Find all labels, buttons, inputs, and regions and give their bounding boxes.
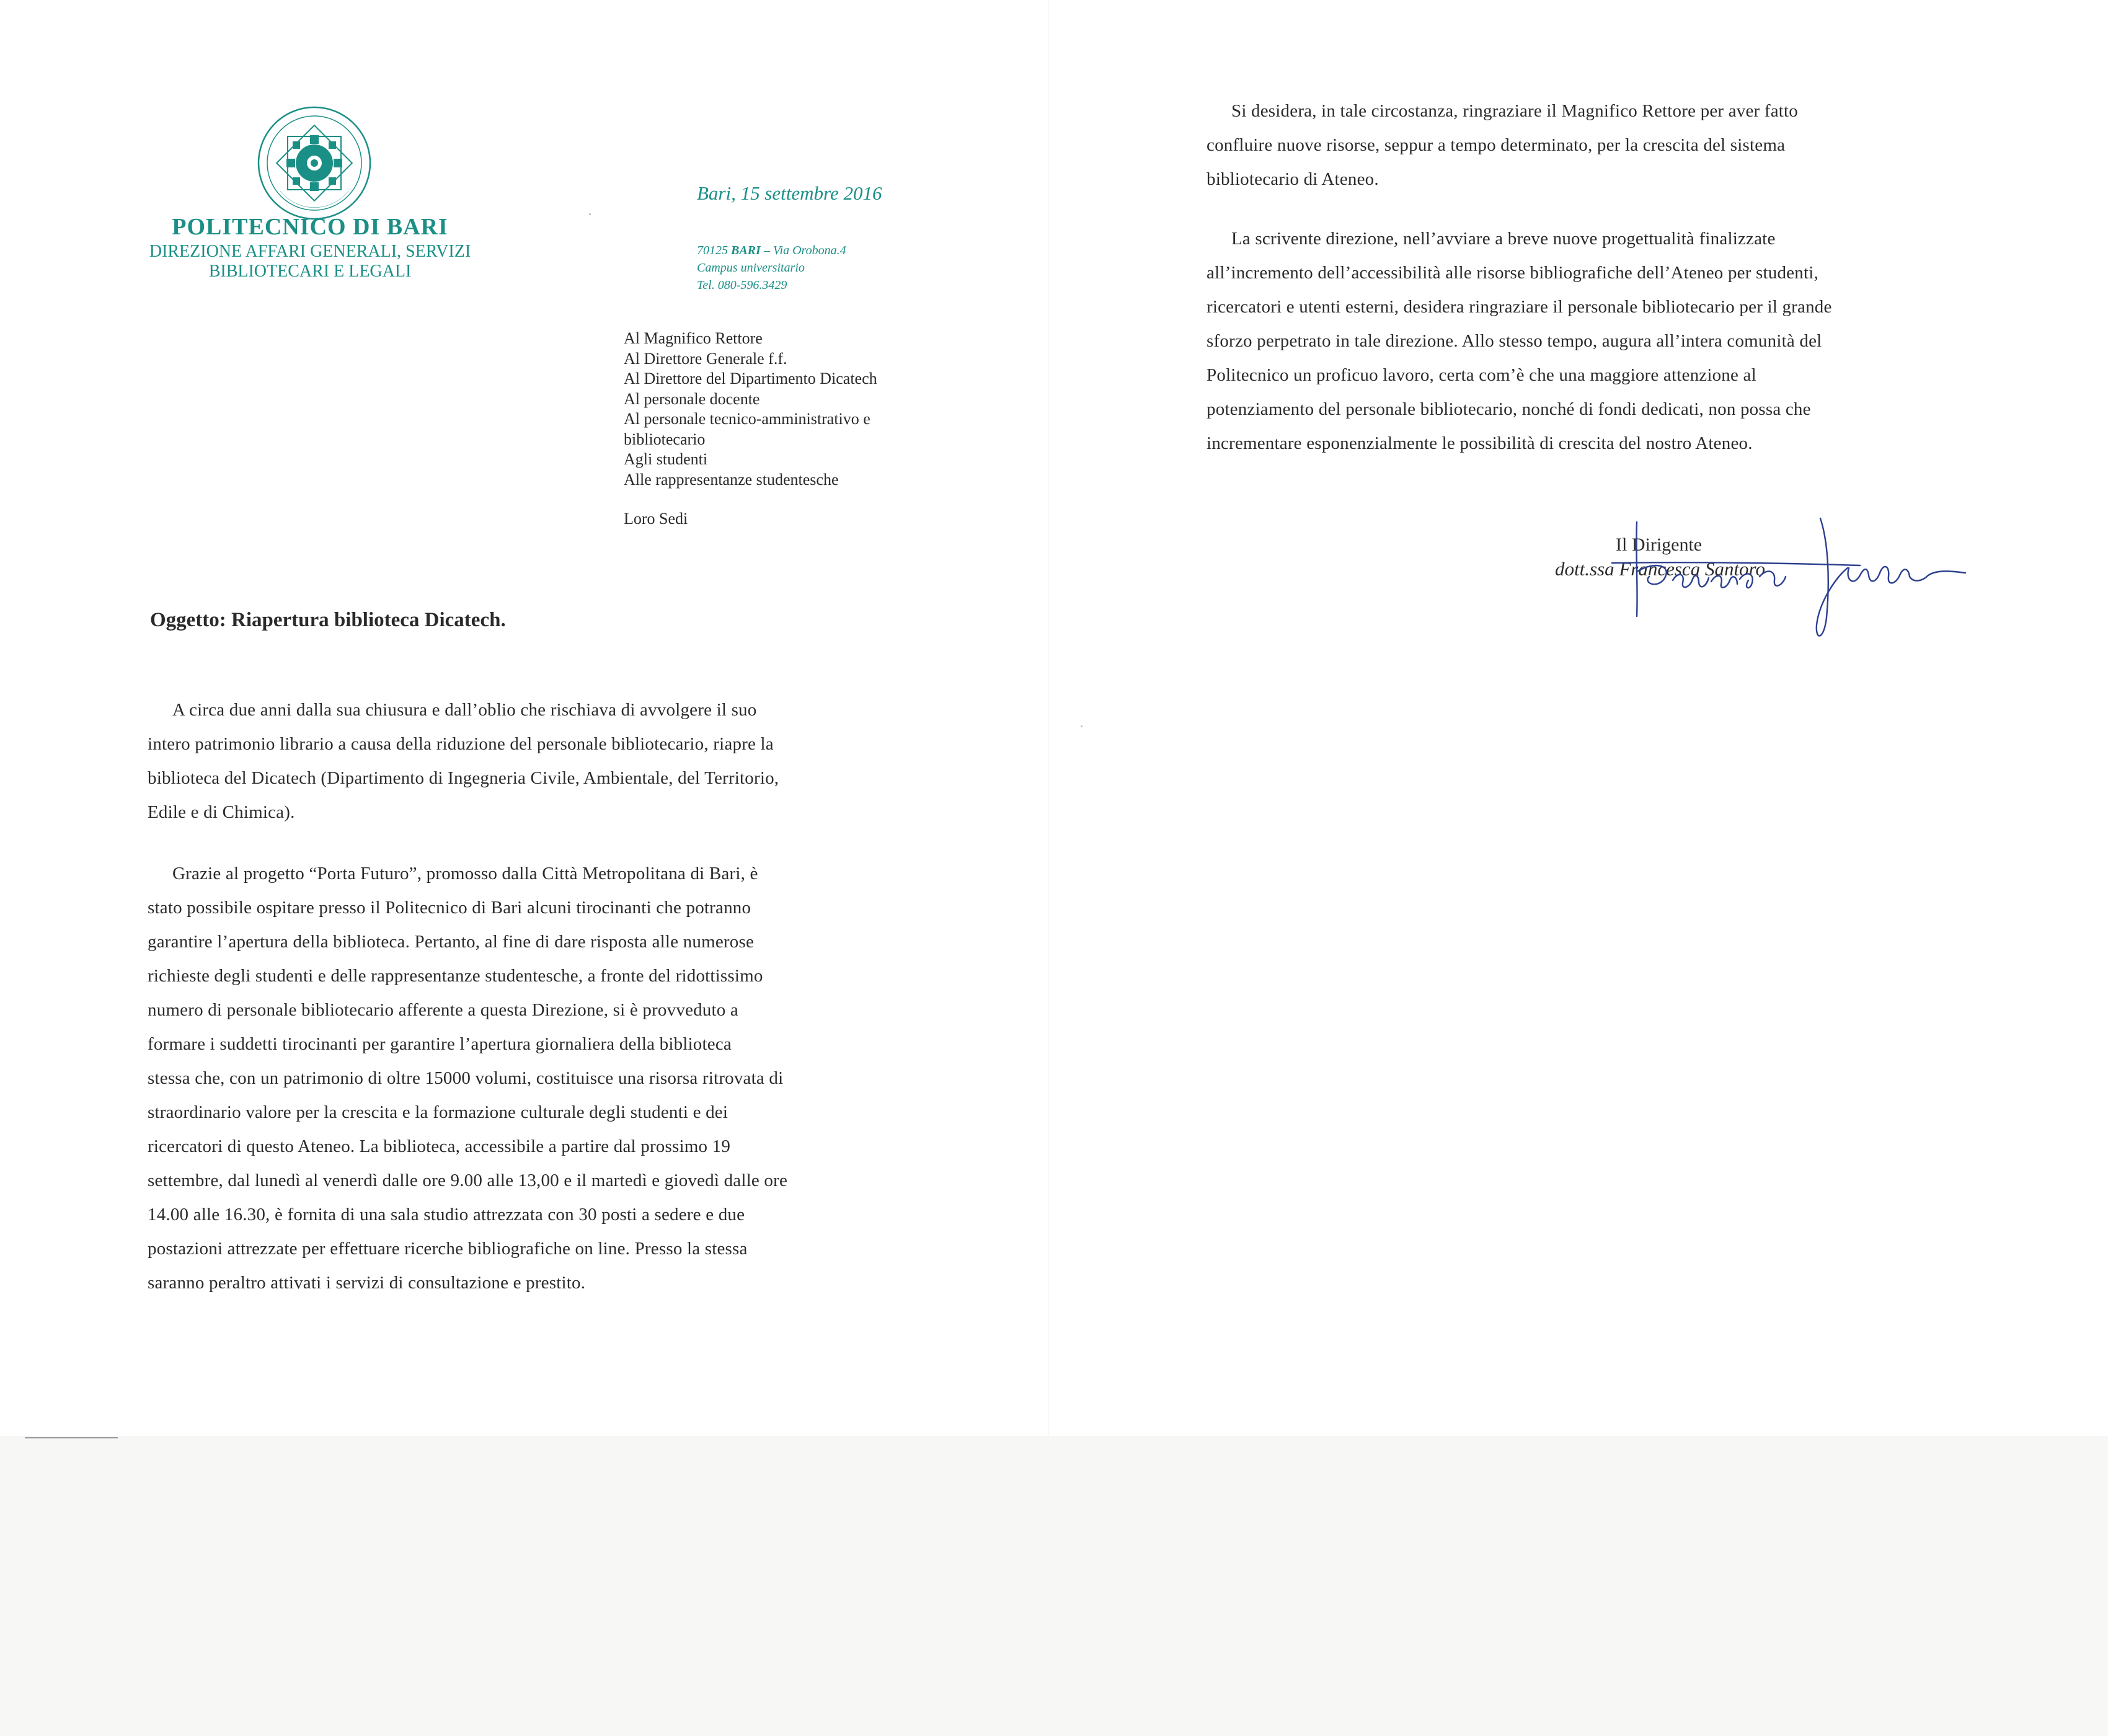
body-paragraph-3 bbox=[1207, 94, 1994, 197]
text-line: all’incremento dell’accessibilità alle risorse bibliografiche dell’Ateneo per studenti, bbox=[1207, 263, 1818, 283]
address-phone: Tel. 080-596.3429 bbox=[697, 278, 787, 292]
recipient-item: Al Direttore del Dipartimento Dicatech bbox=[624, 370, 877, 388]
letter-date: Bari, 15 settembre 2016 bbox=[697, 182, 882, 204]
text-line-content: A circa due anni dalla sua chiusura e dall’oblio che rischiava di avvolgere il suo bbox=[172, 700, 757, 720]
text-line: stato possibile ospitare presso il Politecnico di Bari alcuni tirocinanti che potranno bbox=[148, 898, 751, 918]
text-line: stessa che, con un patrimonio di oltre 15000 volumi, costituisce una risorsa ritrovata di bbox=[148, 1068, 784, 1088]
recipient-list bbox=[624, 329, 915, 490]
text-line bbox=[1207, 222, 1994, 256]
text-line bbox=[1207, 94, 1994, 128]
body-paragraph-1 bbox=[148, 693, 929, 830]
recipient-item: Agli studenti bbox=[624, 450, 708, 468]
postal-code: 70125 bbox=[697, 244, 731, 257]
signer-name: dott.ssa Francesca Santoro bbox=[1555, 558, 1765, 580]
text-line: ricercatori di questo Ateneo. La biblioteca, accessibile a partire dal prossimo 19 bbox=[148, 1136, 731, 1156]
address-city: BARI bbox=[731, 244, 761, 257]
text-line-content: Grazie al progetto “Porta Futuro”, promosso dalla Città Metropolitana di Bari, è bbox=[172, 864, 758, 884]
letter-page-right bbox=[1048, 0, 2108, 1436]
text-line: confluire nuove risorse, seppur a tempo determinato, per la crescita del sistema bbox=[1207, 135, 1786, 155]
text-line: formare i suddetti tirocinanti per garantire l’apertura giornaliera della biblioteca bbox=[148, 1034, 732, 1054]
text-line: incrementare esponenzialmente le possibilità di crescita del nostro Ateneo. bbox=[1207, 433, 1753, 453]
body-paragraph-4 bbox=[1207, 222, 1994, 461]
text-line-content: Si desidera, in tale circostanza, ringraziare il Magnifico Rettore per aver fatto bbox=[1231, 101, 1798, 121]
text-line: richieste degli studenti e delle rappresentanze studentesche, a fronte del ridottissimo bbox=[148, 966, 763, 986]
department-line: BIBLIOTECARI E LEGALI bbox=[208, 262, 412, 281]
address-street: – Via Orobona.4 bbox=[760, 244, 846, 257]
text-line: numero di personale bibliotecario afferente a questa Direzione, si è provveduto a bbox=[148, 1000, 738, 1020]
address-line bbox=[697, 242, 846, 259]
scan-edge-line bbox=[25, 1437, 118, 1438]
recipient-item: Al Direttore Generale f.f. bbox=[624, 349, 787, 368]
letter-subject: Oggetto: Riapertura biblioteca Dicatech. bbox=[150, 609, 506, 631]
recipient-item: Al personale tecnico-amministrativo e bibliotecario bbox=[624, 410, 870, 448]
text-line-content: La scrivente direzione, nell’avviare a breve nuove progettualità finalizzate bbox=[1231, 229, 1776, 249]
text-line bbox=[148, 693, 929, 727]
text-line: straordinario valore per la crescita e la formazione culturale degli studenti e dei bbox=[148, 1102, 728, 1122]
letter-page-left bbox=[0, 0, 1048, 1436]
address-block bbox=[697, 242, 846, 294]
department-line: DIREZIONE AFFARI GENERALI, SERVIZI bbox=[149, 242, 471, 261]
recipient-item: Al Magnifico Rettore bbox=[624, 329, 763, 347]
text-line: bibliotecario di Ateneo. bbox=[1207, 169, 1379, 189]
text-line: Politecnico un proficuo lavoro, certa com’è che una maggiore attenzione al bbox=[1207, 365, 1756, 385]
text-line: saranno peraltro attivati i servizi di consultazione e prestito. bbox=[148, 1273, 586, 1293]
text-line: biblioteca del Dicatech (Dipartimento di Ingegneria Civile, Ambientale, del Territorio, bbox=[148, 768, 779, 788]
text-line: garantire l’apertura della biblioteca. Pertanto, al fine di dare risposta alle numerose bbox=[148, 932, 755, 952]
text-line: postazioni attrezzate per effettuare ricerche bibliografiche on line. Presso la stessa bbox=[148, 1239, 748, 1259]
recipient-item: Alle rappresentanze studentesche bbox=[624, 470, 839, 489]
recipient-item: Al personale docente bbox=[624, 389, 760, 408]
handwritten-signature bbox=[1600, 503, 1984, 652]
text-line: intero patrimonio librario a causa della riduzione del personale bibliotecario, riapre la bbox=[148, 734, 774, 754]
text-line: ricercatori e utenti esterni, desidera ringraziare il personale bibliotecario per il grande bbox=[1207, 297, 1832, 317]
loro-sedi-label: Loro Sedi bbox=[624, 510, 688, 528]
address-line: Campus universitario bbox=[697, 261, 805, 275]
institution-name: POLITECNICO DI BARI bbox=[172, 214, 448, 240]
text-line bbox=[148, 857, 929, 891]
body-paragraph-2 bbox=[148, 857, 929, 1300]
text-line: 14.00 alle 16.30, è fornita di una sala studio attrezzata con 30 posti a sedere e due bbox=[148, 1205, 745, 1224]
scan-speck bbox=[589, 213, 591, 215]
text-line: Edile e di Chimica). bbox=[148, 802, 295, 822]
text-line: settembre, dal lunedì al venerdì dalle ore 9.00 alle 13,00 e il martedì e giovedì dalle ore bbox=[148, 1171, 788, 1190]
department-name bbox=[87, 242, 533, 281]
politecnico-seal-logo bbox=[255, 104, 373, 222]
text-line: potenziamento del personale bibliotecario, nonché di fondi dedicati, non possa che bbox=[1207, 399, 1811, 419]
signer-role: Il Dirigente bbox=[1616, 534, 1703, 555]
scan-speck bbox=[1081, 725, 1083, 727]
text-line: sforzo perpetrato in tale direzione. Allo stesso tempo, augura all’intera comunità del bbox=[1207, 331, 1822, 351]
